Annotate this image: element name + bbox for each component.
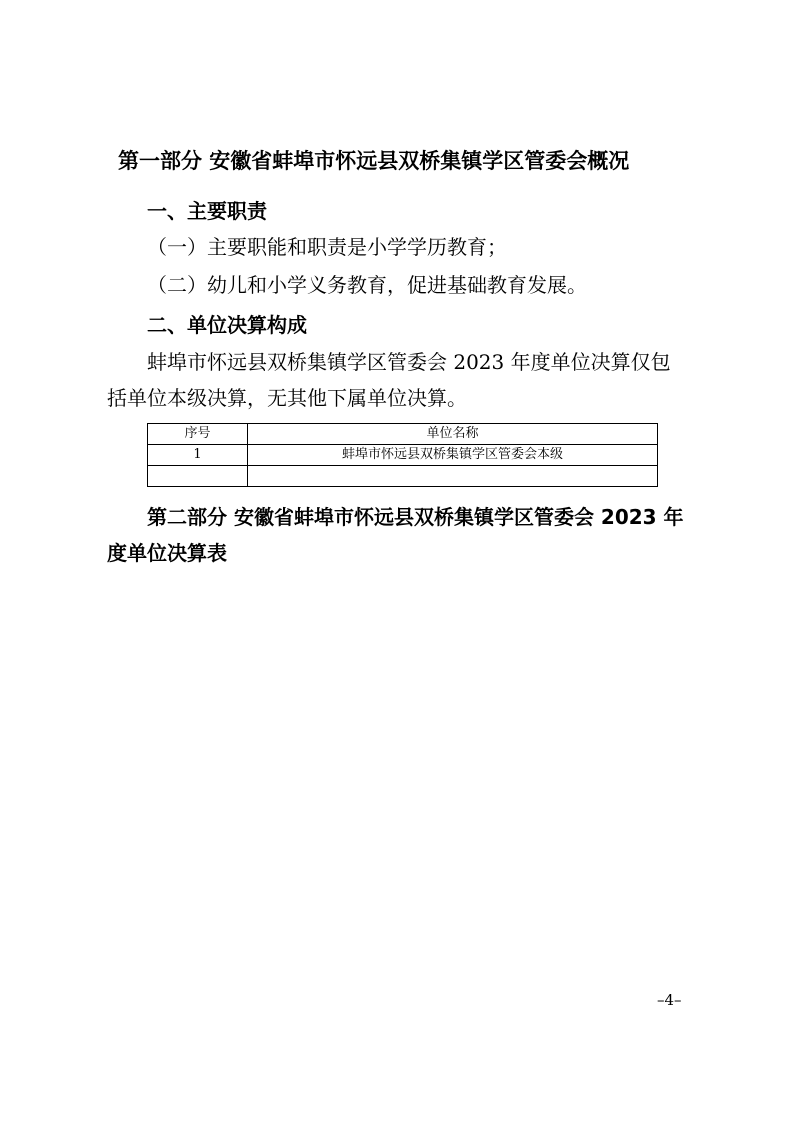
section1-item-2: （二）幼儿和小学义务教育，促进基础教育发展。 [147, 273, 587, 297]
header-seq: 序号 [148, 424, 248, 445]
cell-seq: 1 [148, 445, 248, 466]
cell-unit-name: 蚌埠市怀远县双桥集镇学区管委会本级 [248, 445, 658, 466]
part2-title-line1: 第二部分 安徽省蚌埠市怀远县双桥集镇学区管委会 2023 年 [147, 505, 684, 529]
units-table [147, 423, 658, 487]
part2-title-line2: 度单位决算表 [107, 541, 227, 565]
cell-unit-name [248, 466, 658, 487]
table-row [148, 466, 658, 487]
header-unit-name: 单位名称 [248, 424, 658, 445]
section2-paragraph-line2: 括单位本级决算，无其他下属单位决算。 [107, 386, 467, 410]
cell-seq [148, 466, 248, 487]
table-row [148, 445, 658, 466]
page-number: –4– [657, 991, 682, 1009]
section2-heading: 二、单位决算构成 [147, 313, 307, 337]
section1-heading: 一、主要职责 [147, 199, 267, 223]
section1-item-1: （一）主要职能和职责是小学学历教育； [147, 235, 507, 259]
table-header-row [148, 424, 658, 445]
section2-paragraph-line1: 蚌埠市怀远县双桥集镇学区管委会 2023 年度单位决算仅包 [147, 350, 671, 374]
part1-title: 第一部分 安徽省蚌埠市怀远县双桥集镇学区管委会概况 [118, 149, 630, 173]
